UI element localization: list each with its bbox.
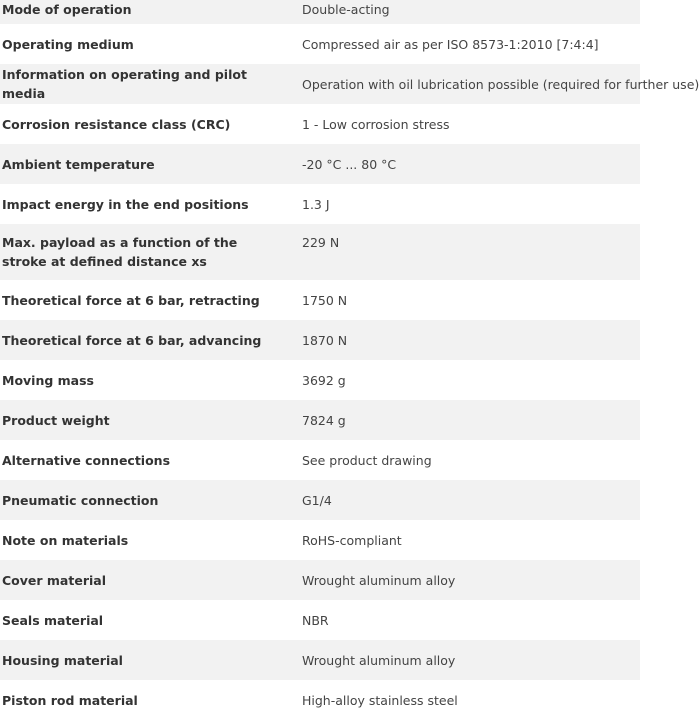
spec-value: 1750 N (302, 292, 348, 308)
spec-value: Wrought aluminum alloy (302, 652, 456, 668)
spec-value: Operation with oil lubrication possible (required for further use) (302, 76, 699, 92)
spec-value: See product drawing (302, 452, 432, 468)
spec-value: 1 - Low corrosion stress (302, 116, 450, 132)
spec-label: Impact energy in the end positions (2, 196, 249, 212)
spec-row-impact-energy (0, 184, 640, 224)
spec-value: Double-acting (302, 2, 390, 17)
spec-label: Max. payload as a function of the stroke at defined distance xs (2, 235, 238, 269)
spec-label: Housing material (2, 652, 123, 668)
spec-value: G1/4 (302, 492, 332, 508)
spec-value: -20 °C ... 80 °C (302, 156, 397, 172)
spec-value: 3692 g (302, 372, 346, 388)
spec-row-housing-material (0, 640, 640, 680)
spec-row-note-on-materials (0, 520, 640, 560)
spec-label: Theoretical force at 6 bar, retracting (2, 292, 260, 308)
spec-row-moving-mass (0, 360, 640, 400)
spec-row-force-retracting (0, 280, 640, 320)
spec-label: Corrosion resistance class (CRC) (2, 116, 231, 132)
spec-row-piston-rod-material (0, 680, 640, 720)
spec-label: Product weight (2, 412, 110, 428)
spec-label: Piston rod material (2, 692, 138, 708)
spec-label: Operating medium (2, 36, 134, 52)
spec-label: Theoretical force at 6 bar, advancing (2, 332, 262, 348)
spec-row-corrosion-resistance-class (0, 104, 640, 144)
spec-row-ambient-temperature (0, 144, 640, 184)
spec-row-pneumatic-connection (0, 480, 640, 520)
spec-label: Moving mass (2, 372, 94, 388)
spec-row-mode-of-operation (0, 0, 640, 24)
spec-row-seals-material (0, 600, 640, 640)
spec-row-max-payload (0, 224, 640, 280)
spec-label: Mode of operation (2, 2, 132, 17)
spec-row-force-advancing (0, 320, 640, 360)
spec-value: 229 N (302, 235, 340, 250)
spec-label: Information on operating and pilot media (2, 67, 247, 101)
spec-value: NBR (302, 612, 329, 628)
spec-label: Cover material (2, 572, 106, 588)
spec-row-operating-pilot-media (0, 64, 640, 104)
spec-label: Pneumatic connection (2, 492, 159, 508)
spec-row-cover-material (0, 560, 640, 600)
spec-value: RoHS-compliant (302, 532, 402, 548)
spec-label: Alternative connections (2, 452, 171, 468)
spec-value: 1870 N (302, 332, 348, 348)
spec-label: Ambient temperature (2, 156, 155, 172)
spec-label: Seals material (2, 612, 104, 628)
spec-value: Wrought aluminum alloy (302, 572, 456, 588)
spec-row-product-weight (0, 400, 640, 440)
spec-row-operating-medium (0, 24, 640, 64)
spec-value: High-alloy stainless steel (302, 692, 458, 708)
spec-label: Note on materials (2, 532, 129, 548)
spec-row-alternative-connections (0, 440, 640, 480)
spec-value: 1.3 J (302, 196, 330, 212)
spec-value: Compressed air as per ISO 8573-1:2010 [7:4:4] (302, 36, 599, 52)
spec-value: 7824 g (302, 412, 346, 428)
